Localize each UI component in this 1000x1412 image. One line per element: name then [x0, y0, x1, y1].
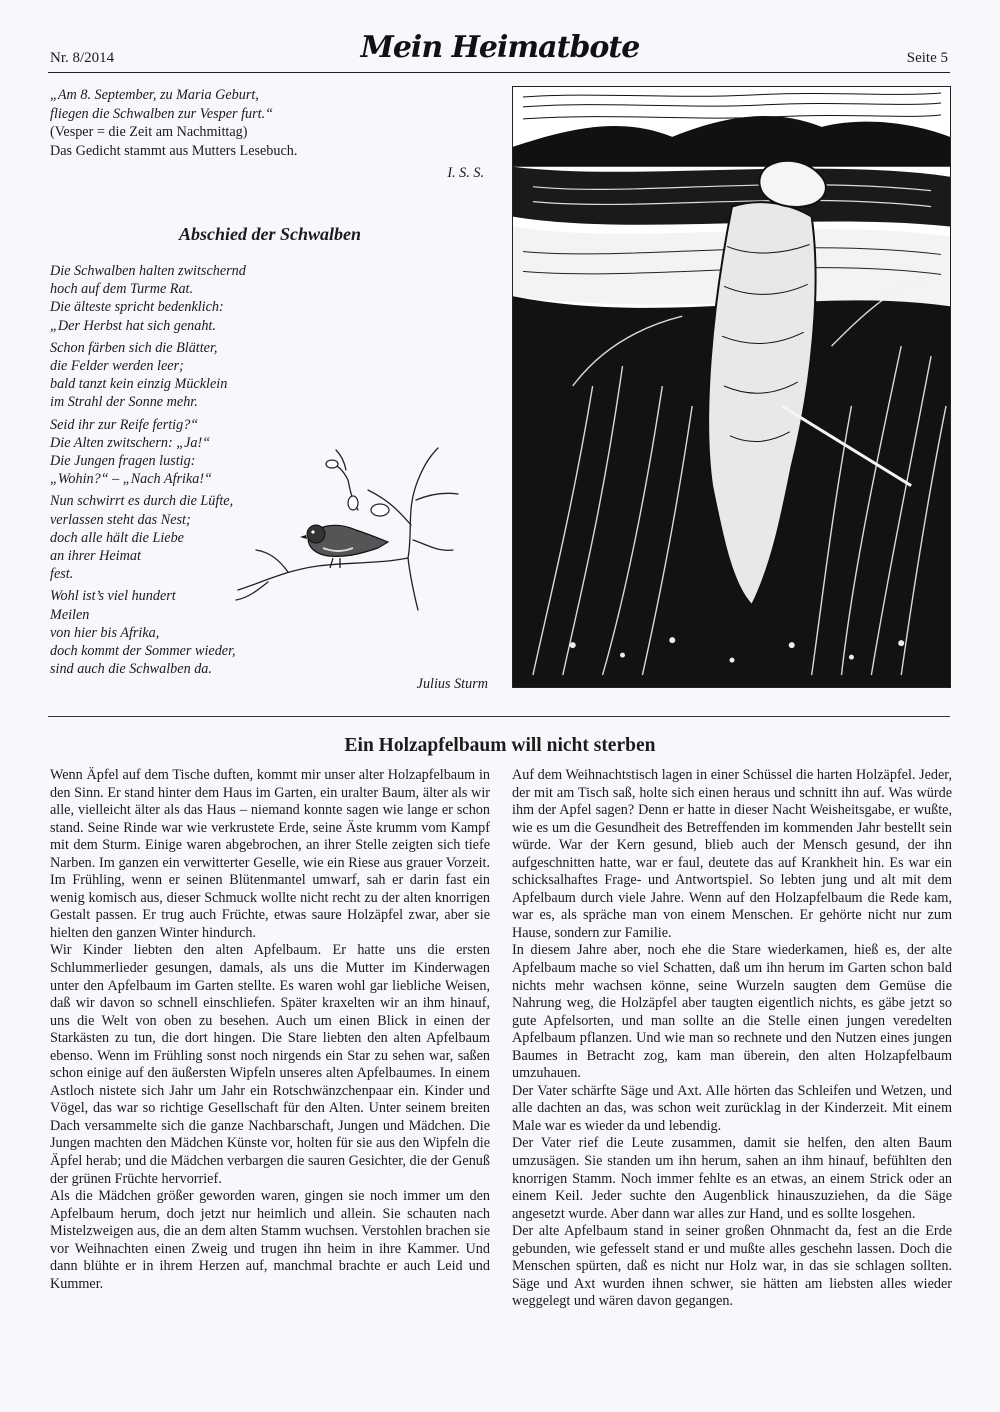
poem-line: verlassen steht das Nest; — [50, 511, 191, 528]
poem-line: Nun schwirrt es durch die Lüfte, — [50, 493, 234, 510]
article-column-right — [512, 767, 952, 1311]
intro-line: fliegen die Schwalben zur Vesper furt.“ — [50, 105, 274, 122]
poem-line: Meilen — [50, 606, 90, 623]
article-paragraph: Wenn Äpfel auf dem Tische duften, kommt mir unser alter Holzapfelbaum in den Sinn. Er stand hinter dem Haus im Garten, ein uralter Baum, älter als wir alle, vielleicht älter als das Haus – niemand konnte sagen wie lange er schon stand. Seine Rinde war wie verkrustete Erde, seine Äste krumm vom Kampf mit dem Sturm. Einige waren abgebrochen, an ihrer Stelle zeigten sich tiefe Narben. Im ganzen ein verwitterter Geselle, wie ein Riese aus grauer Vorzeit. Im Frühling, wenn er seinen Blütenmantel umwarf, sah er darin fast ein wenig komisch aus, dieser Schmuck wollte nicht recht zu der alten knorrigen Gestalt passen. Er trug auch Früchte, etwas saure Holzäpfel zwar, aber sie hielten den ganzen Winter hindurch. — [50, 767, 490, 941]
article-paragraph: Auf dem Weihnachtstisch lagen in einer Schüssel die harten Holzäpfel. Jeder, der mit am Tisch saß, holte sich einen heraus und schnitt ihn auf. Was würde ihm der Apfel sagen? Denn er hatte in dieser Nacht Weisheitsgabe, er wußte, wie es um die Gesundheit des Betreffenden im kommenden Jahr bestellt sein würde. War der Kern gesund, blieb auch der Mensch gesund, der ihn aufgeschnitten hatte, war er faul, deutete das auf Krankheit hin. Es war ein schicksalhaftes Frage- und Antwortspiel. So lebten jung und alt mit dem Apfelbaum durch viele Jahre. Wenn auf den Holzapfelbaum die Rede kam, war es, als spräche man von einem Menschen. Er gehörte nicht nur zum Hause, sondern zur Familie. — [512, 767, 952, 941]
poem-line: Die Jungen fragen lustig: — [50, 453, 196, 470]
poem-line: bald tanzt kein einzig Mücklein — [50, 376, 228, 393]
poem-stanza — [50, 262, 350, 335]
poem-line: Die älteste spricht bedenklich: — [50, 299, 224, 316]
poem-line: Die Alten zwitschern: „Ja!“ — [50, 434, 211, 451]
woodcut-image — [513, 87, 950, 687]
poem-line: die Felder werden leer; — [50, 358, 184, 375]
poem-line: doch alle hält die Liebe — [50, 529, 184, 546]
poem-line: im Strahl der Sonne mehr. — [50, 394, 198, 411]
poem-line: an ihrer Heimat — [50, 548, 141, 565]
poem-line: doch kommt der Sommer wieder, — [50, 643, 236, 660]
intro-line: (Vesper = die Zeit am Nachmittag) — [50, 124, 248, 140]
header-rule — [48, 72, 950, 73]
poem-line: Die Schwalben halten zwitschernd — [50, 263, 246, 279]
poem-line: Schon färben sich die Blätter, — [50, 339, 218, 356]
article-paragraph: Wir Kinder liebten den alten Apfelbaum. Er hatte uns die ersten Schlummerlieder gesungen, damals, als uns die Mutter im Kinderwagen unter den Apfelbaum im Garten stellte. Es waren wohl gar liebliche Weisen, daß wir davon so schnell einschliefen. Später kraxelten wir an ihm hinauf, uns die Welt von oben zu besehen. Auch um einen Blick in einen der Starkästen zu tun, die dort hingen. Die Stare liebten den alten Apfelbaum ebenso. Wenn im Frühling sonst noch nirgends ein Star zu sehen war, saßen schon einige auf den äußersten Wipfeln unseres alten Apfelbaumes. In einem Astloch nistete sich Jahr um Jahr ein Rotschwänzchenpaar ein. Kinder und Vögel, das war so richtige Gesellschaft für den Alten. Unter seinem breiten Dach versammelte sich die ganze Nachbarschaft, Jungen und Mädchen. Die Jungen machten den Mädchen Künste vor, holten für sie aus den Wipfeln die Äpfel herab; und die Mädchen verbargen die sauren Gesichter, die der Genuß der grünen Früchte hervorrief. — [50, 942, 490, 1187]
article-column-left — [50, 767, 490, 1293]
poem-line: Wohl ist’s viel hundert — [50, 588, 176, 605]
intro-line: Das Gedicht stammt aus Mutters Lesebuch. — [50, 142, 298, 159]
article-paragraph: Der Vater rief die Leute zusammen, damit sie helfen, den alten Baum umzusägen. Sie standen um ihn herum, sahen an ihm hinauf, befühlten den knorrigen Stamm. Noch immer fehlte es an etwas, an einem Strick oder an einem Keil. Jeder suchte den Augenblick hinauszuziehen, da die Säge angesetzt wurde. Aber dann war alles zur Hand, und es sollte losgehen. — [512, 1135, 952, 1222]
swallow-branch-illustration — [228, 440, 468, 615]
section-rule — [48, 716, 950, 717]
article-paragraph: Der alte Apfelbaum stand in seiner großen Ohnmacht da, fest an die Erde gebunden, wie gefesselt stand er und mußte alles geschehn lassen. Doch die Menschen spürten, daß es nicht nur Holz war, in das sie schlagen sollten. Säge und Axt wurden ihnen schwer, sie hätten am liebsten alles wieder weggelegt und wären davon gegangen. — [512, 1223, 952, 1310]
page-number: Seite 5 — [906, 50, 948, 66]
poem-stanza — [50, 339, 350, 412]
intro-line: „Am 8. September, zu Maria Geburt, — [50, 87, 259, 103]
poem-line: Seid ihr zur Reife fertig?“ — [50, 416, 199, 433]
poem-line: sind auch die Schwalben da. — [50, 661, 212, 678]
intro-signature: I. S. S. — [447, 165, 484, 181]
poem-line: fest. — [50, 566, 74, 583]
poem-line: hoch auf dem Turme Rat. — [50, 281, 194, 298]
issue-number: Nr. 8/2014 — [50, 50, 115, 66]
woodcut-illustration — [512, 86, 951, 688]
poem-author: Julius Sturm — [416, 676, 488, 692]
intro-note — [50, 86, 490, 183]
poem-line: „Wohin?“ – „Nach Afrika!“ — [50, 471, 213, 488]
article-title: Ein Holzapfelbaum will nicht sterben — [344, 735, 656, 756]
article-paragraph: Der Vater schärfte Säge und Axt. Alle hörten das Schleifen und Wetzen, und alle dachten an das, was schon weit zurücklag in der Kinderzeit. Mit einem Male war es wieder da und lebendig. — [512, 1082, 952, 1134]
poem-line: von hier bis Afrika, — [50, 624, 160, 641]
poem-line: „Der Herbst hat sich genaht. — [50, 317, 216, 334]
poem-title: Abschied der Schwalben — [178, 224, 361, 244]
masthead-logo: Mein Heimatbote — [360, 30, 640, 65]
article-paragraph: In diesem Jahre aber, noch ehe die Stare wiederkamen, hieß es, der alte Apfelbaum mache so viel Schatten, daß um ihn herum im Garten schon bald nichts mehr wachsen könne, seine Wurzeln saugten dem Gemüse die Nahrung weg, die Holzäpfel aber taugten eigentlich nichts, es gäbe jetzt so gute Apfelsorten, und man sollte an die Stelle einen jungen veredelten Apfelbaum pflanzen. Und wie man so rechnete und den Nutzen eines jungen Baumes in Betracht zog, kam man überein, den alten Holzapfelbaum umzuhauen. — [512, 942, 952, 1082]
article-paragraph: Als die Mädchen größer geworden waren, gingen sie noch immer um den Apfelbaum herum, doch jetzt nur heimlich und allein. Sie schauten nach Mistelzweigen aus, die an dem alten Stamm wuchsen. Verstohlen brachen sie vor Weihnachten einen Zweig und trugen ihn heim in ihre Kammer. Und dann blühte er in ihrem Herzen auf, manchmal brachte er auch Leid und Kummer. — [50, 1188, 490, 1292]
